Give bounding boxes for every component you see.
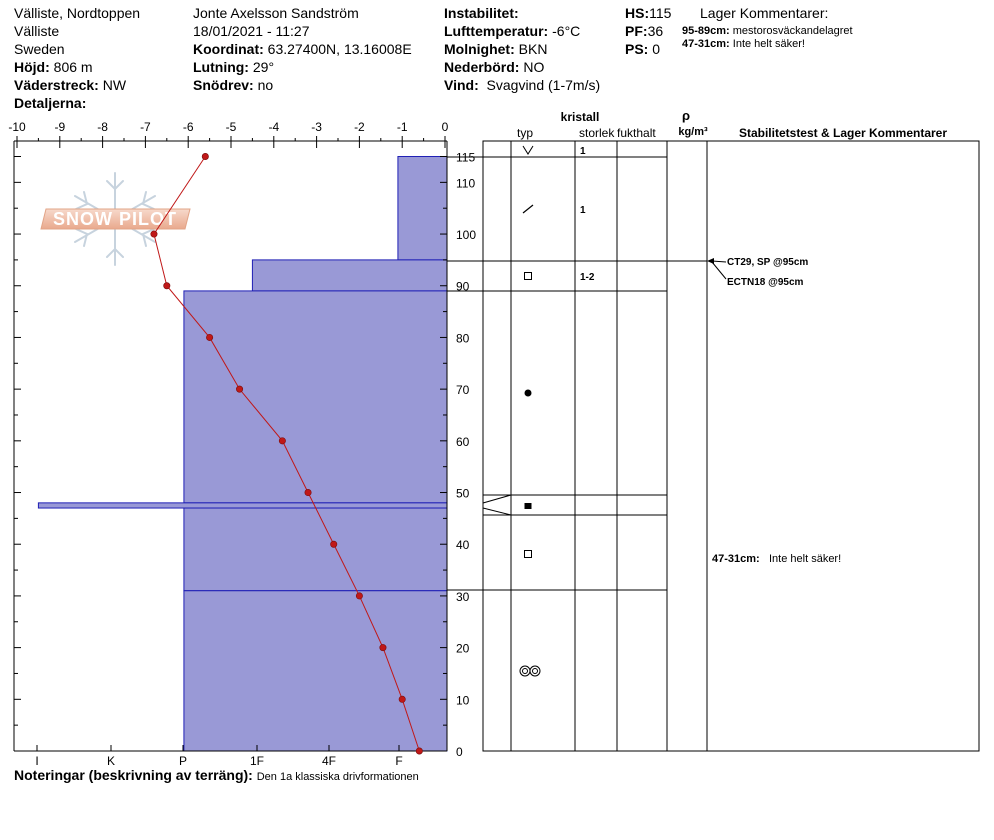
temperature-point	[416, 748, 422, 754]
hardness-bar	[38, 503, 447, 508]
temperature-point	[305, 489, 311, 495]
temp-tick-label: 0	[441, 120, 449, 134]
hardness-tick-label: 4F	[321, 754, 337, 768]
height-tick-label: 80	[456, 331, 470, 346]
double-circle-icon-2-inner	[533, 669, 538, 674]
slash-icon	[523, 205, 533, 213]
height-tick-label: 115	[456, 150, 476, 165]
stability-comment-range: 47-31cm:	[712, 553, 760, 565]
observation-datetime: 18/01/2021 - 11:27	[193, 23, 310, 39]
country-name: Sweden	[14, 41, 65, 57]
stability-test-1: CT29, SP @95cm	[727, 257, 809, 268]
temperature-point	[164, 283, 170, 289]
grain-table-frame	[483, 141, 979, 751]
temp-tick-label: -7	[140, 120, 151, 134]
notes-label: Noteringar (beskrivning av terräng):	[14, 767, 253, 783]
stability-arrow-2	[712, 262, 726, 279]
hardness-bar	[184, 591, 447, 751]
height-tick-label: 50	[456, 486, 470, 501]
temperature-point	[206, 334, 212, 340]
col-storlek: storlek	[579, 126, 615, 140]
sky-row: Molnighet: BKN	[444, 41, 548, 57]
airtemp-row: Lufttemperatur: -6°C	[444, 23, 581, 39]
temperature-point	[331, 541, 337, 547]
height-tick-label: 10	[456, 693, 470, 708]
location-name: Välliste, Nordtoppen	[14, 5, 141, 21]
coordinate-row: Koordinat: 63.27400N, 13.16008E	[193, 41, 412, 57]
hardness-bar	[184, 508, 447, 591]
hardness-tick-label: 1F	[249, 754, 265, 768]
snow-pilot-logo	[41, 173, 190, 265]
temp-tick-label: -5	[225, 120, 237, 134]
ps-row: PS: 0	[625, 41, 661, 57]
temp-tick-label: -8	[97, 120, 108, 134]
temperature-point	[380, 644, 386, 650]
hs-row: HS:115	[625, 5, 672, 21]
temp-tick-label: -1	[396, 120, 408, 134]
temperature-point	[151, 231, 157, 237]
notes-text: Den 1a klassiska drivformationen	[256, 771, 419, 783]
precip-row: Nederbörd: NO	[444, 59, 545, 75]
temp-tick-label: -4	[268, 120, 280, 134]
stability-arrow-head	[707, 258, 714, 264]
stability-arrow-1	[712, 261, 726, 262]
filled-circle-icon	[525, 390, 532, 397]
height-tick-label: 100	[456, 228, 477, 243]
height-tick-label: 30	[456, 589, 470, 604]
height-tick-label: 60	[456, 434, 470, 449]
layer-leader	[483, 495, 511, 503]
logo-text: SNOW PILOT	[53, 209, 177, 229]
col-stability: Stabilitetstest & Lager Kommentarer	[738, 126, 948, 140]
open-square-icon	[525, 273, 532, 280]
layer-comments-title: Lager Kommentarer:	[700, 5, 829, 21]
height-tick-label: 70	[456, 383, 470, 398]
temperature-point	[236, 386, 242, 392]
terrain-notes	[14, 766, 419, 784]
height-tick-label: 90	[456, 279, 470, 294]
stability-test-2: ECTN18 @95cm	[727, 277, 804, 288]
grain-size-label: 1-2	[580, 272, 595, 283]
instability-row: Instabilitet:	[444, 5, 519, 21]
layer-comment-2: 47-31cm: Inte helt säker!	[682, 38, 805, 50]
col-fukthalt: fukthalt	[617, 126, 656, 140]
hardness-bar	[252, 260, 447, 291]
v-icon	[523, 146, 533, 154]
temp-tick-label: -9	[54, 120, 66, 134]
hardness-tick-label: I	[35, 754, 39, 768]
region-name: Välliste	[14, 23, 60, 39]
elevation-row: Höjd: 806 m	[14, 59, 93, 75]
layer-comment-1: 95-89cm: mestorosväckandelagret	[682, 25, 853, 37]
open-square-icon	[525, 551, 532, 558]
height-tick-label: 110	[456, 176, 476, 191]
hardness-tick-label: F	[395, 754, 403, 768]
hardness-bar	[398, 157, 447, 260]
col-rho: ρ	[681, 108, 691, 123]
double-circle-icon-2	[530, 666, 540, 676]
temp-tick-label: -2	[354, 120, 365, 134]
temp-tick-label: -10	[8, 120, 26, 134]
drift-row: Snödrev: no	[193, 77, 274, 93]
height-tick-label: 40	[456, 538, 470, 553]
temperature-point	[356, 593, 362, 599]
grain-size-label: 1	[580, 205, 586, 216]
height-tick-label: 20	[456, 641, 470, 656]
filled-square-icon	[525, 503, 532, 509]
hardness-tick-label: P	[178, 754, 188, 768]
temperature-point	[399, 696, 405, 702]
temperature-point	[279, 438, 285, 444]
temperature-point	[202, 153, 208, 159]
details-row: Detaljerna:	[14, 95, 87, 111]
hardness-tick-label: K	[106, 754, 116, 768]
aspect-row: Väderstreck: NW	[14, 77, 127, 93]
wind-row: Vind: Svagvind (1-7m/s)	[444, 77, 601, 93]
col-rho-unit: kg/m³	[678, 126, 708, 138]
slope-row: Lutning: 29°	[193, 59, 275, 75]
hardness-bar	[184, 291, 447, 503]
height-tick-label: 0	[456, 745, 463, 759]
temp-tick-label: -3	[311, 120, 322, 134]
pf-row: PF:36	[625, 23, 664, 39]
stability-comment-text: Inte helt säker!	[769, 553, 842, 565]
col-typ: typ	[516, 126, 534, 140]
grain-size-label: 1	[580, 146, 586, 157]
temp-tick-label: -6	[182, 120, 194, 134]
observer-name: Jonte Axelsson Sandström	[193, 5, 359, 21]
double-circle-icon-inner	[523, 669, 528, 674]
layer-leader	[483, 508, 511, 515]
double-circle-icon	[520, 666, 530, 676]
col-kristall: kristall	[560, 110, 600, 124]
